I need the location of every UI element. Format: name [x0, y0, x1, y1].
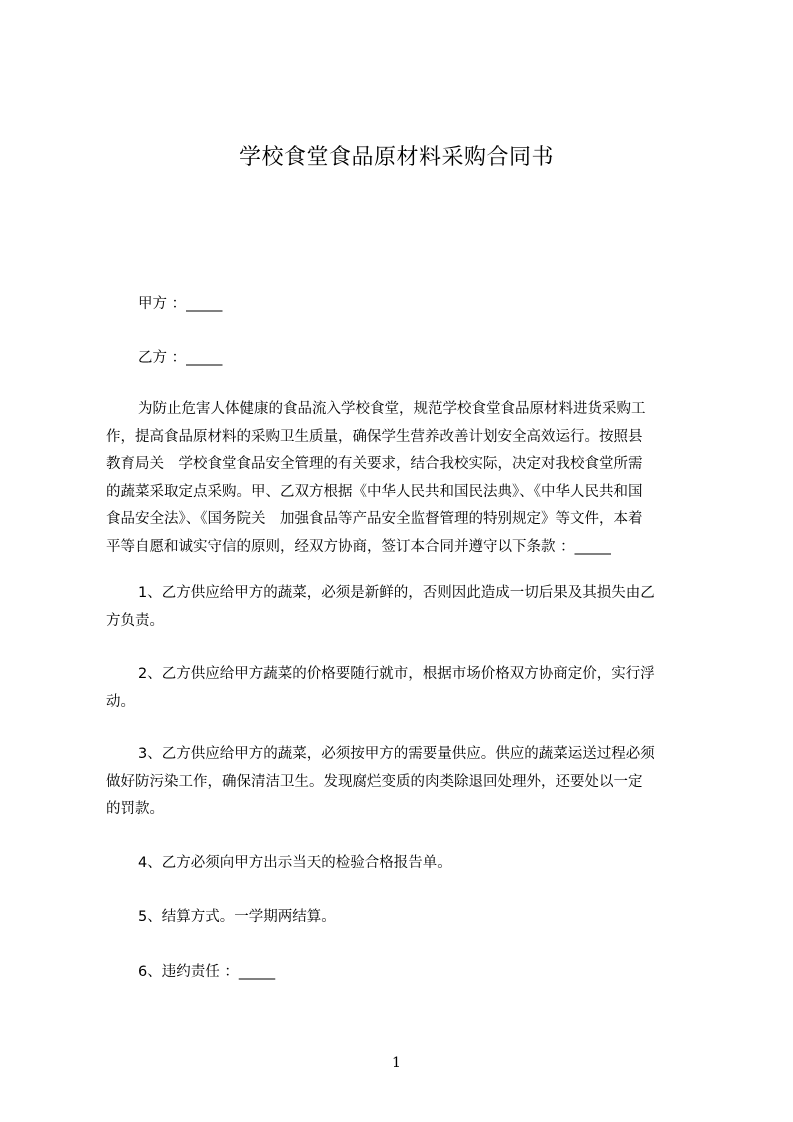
clause-4: 4、乙方必须向甲方出示当天的检验合格报告单。 — [138, 855, 452, 871]
intro-line: 为防止危害人体健康的食品流入学校食堂，规范学校食堂食品原材料进货采购工 — [138, 401, 646, 417]
clause-line: 3、乙方供应给甲方的蔬菜，必须按甲方的需要量供应。供应的蔬菜运送过程必须 — [138, 746, 655, 762]
clause-line: 的罚款。 — [106, 801, 164, 817]
intro-line: 平等自愿和诚实守信的原则，经双方协商，签订本合同并遵守以下条款 ：_____ — [106, 538, 611, 555]
clause-1 — [106, 580, 716, 635]
clause-line: 方负责。 — [106, 612, 164, 629]
intro-line: 的蔬菜采取定点采购。甲、乙双方根据《中华人民共和国民法典》、《中华人民共和国 — [106, 483, 643, 500]
intro-line: 食品安全法》、《国务院关 加强食品等产品安全监督管理的特别规定》等文件，本着 — [106, 511, 643, 527]
clause-6: 6、违约责任 ：_____ — [138, 964, 276, 980]
clause-2 — [106, 661, 716, 716]
document-title: 学校食堂食品原材料采购合同书 — [238, 145, 554, 170]
intro-line: 教育局关 学校食堂食品安全管理的有关要求，结合我校实际，决定对我校食堂所需 — [106, 456, 643, 472]
clause-line: 2、乙方供应给甲方蔬菜的价格要随行就市，根据市场价格双方协商定价，实行浮 — [138, 666, 655, 682]
party-b-line: 乙方 ：_____ — [138, 350, 223, 366]
clause-line: 1、乙方供应给甲方的蔬菜，必须是新鲜的，否则因此造成一切后果及其损失由乙 — [138, 585, 655, 601]
intro-line: 作，提高食品原材料的采购卫生质量，确保学生营养改善计划安全高效运行。按照县 — [106, 428, 643, 445]
clause-line: 做好防污染工作，确保清洁卫生。发现腐烂变质的肉类除退回处理外，还要处以一定 — [106, 773, 643, 790]
page-number: 1 — [392, 1055, 401, 1071]
clause-5: 5、结算方式。一学期两结算。 — [138, 909, 336, 925]
intro-paragraph — [106, 396, 716, 561]
party-a-line: 甲方 ：_____ — [138, 296, 223, 312]
clause-3 — [106, 741, 716, 824]
clause-line: 动。 — [106, 693, 135, 710]
